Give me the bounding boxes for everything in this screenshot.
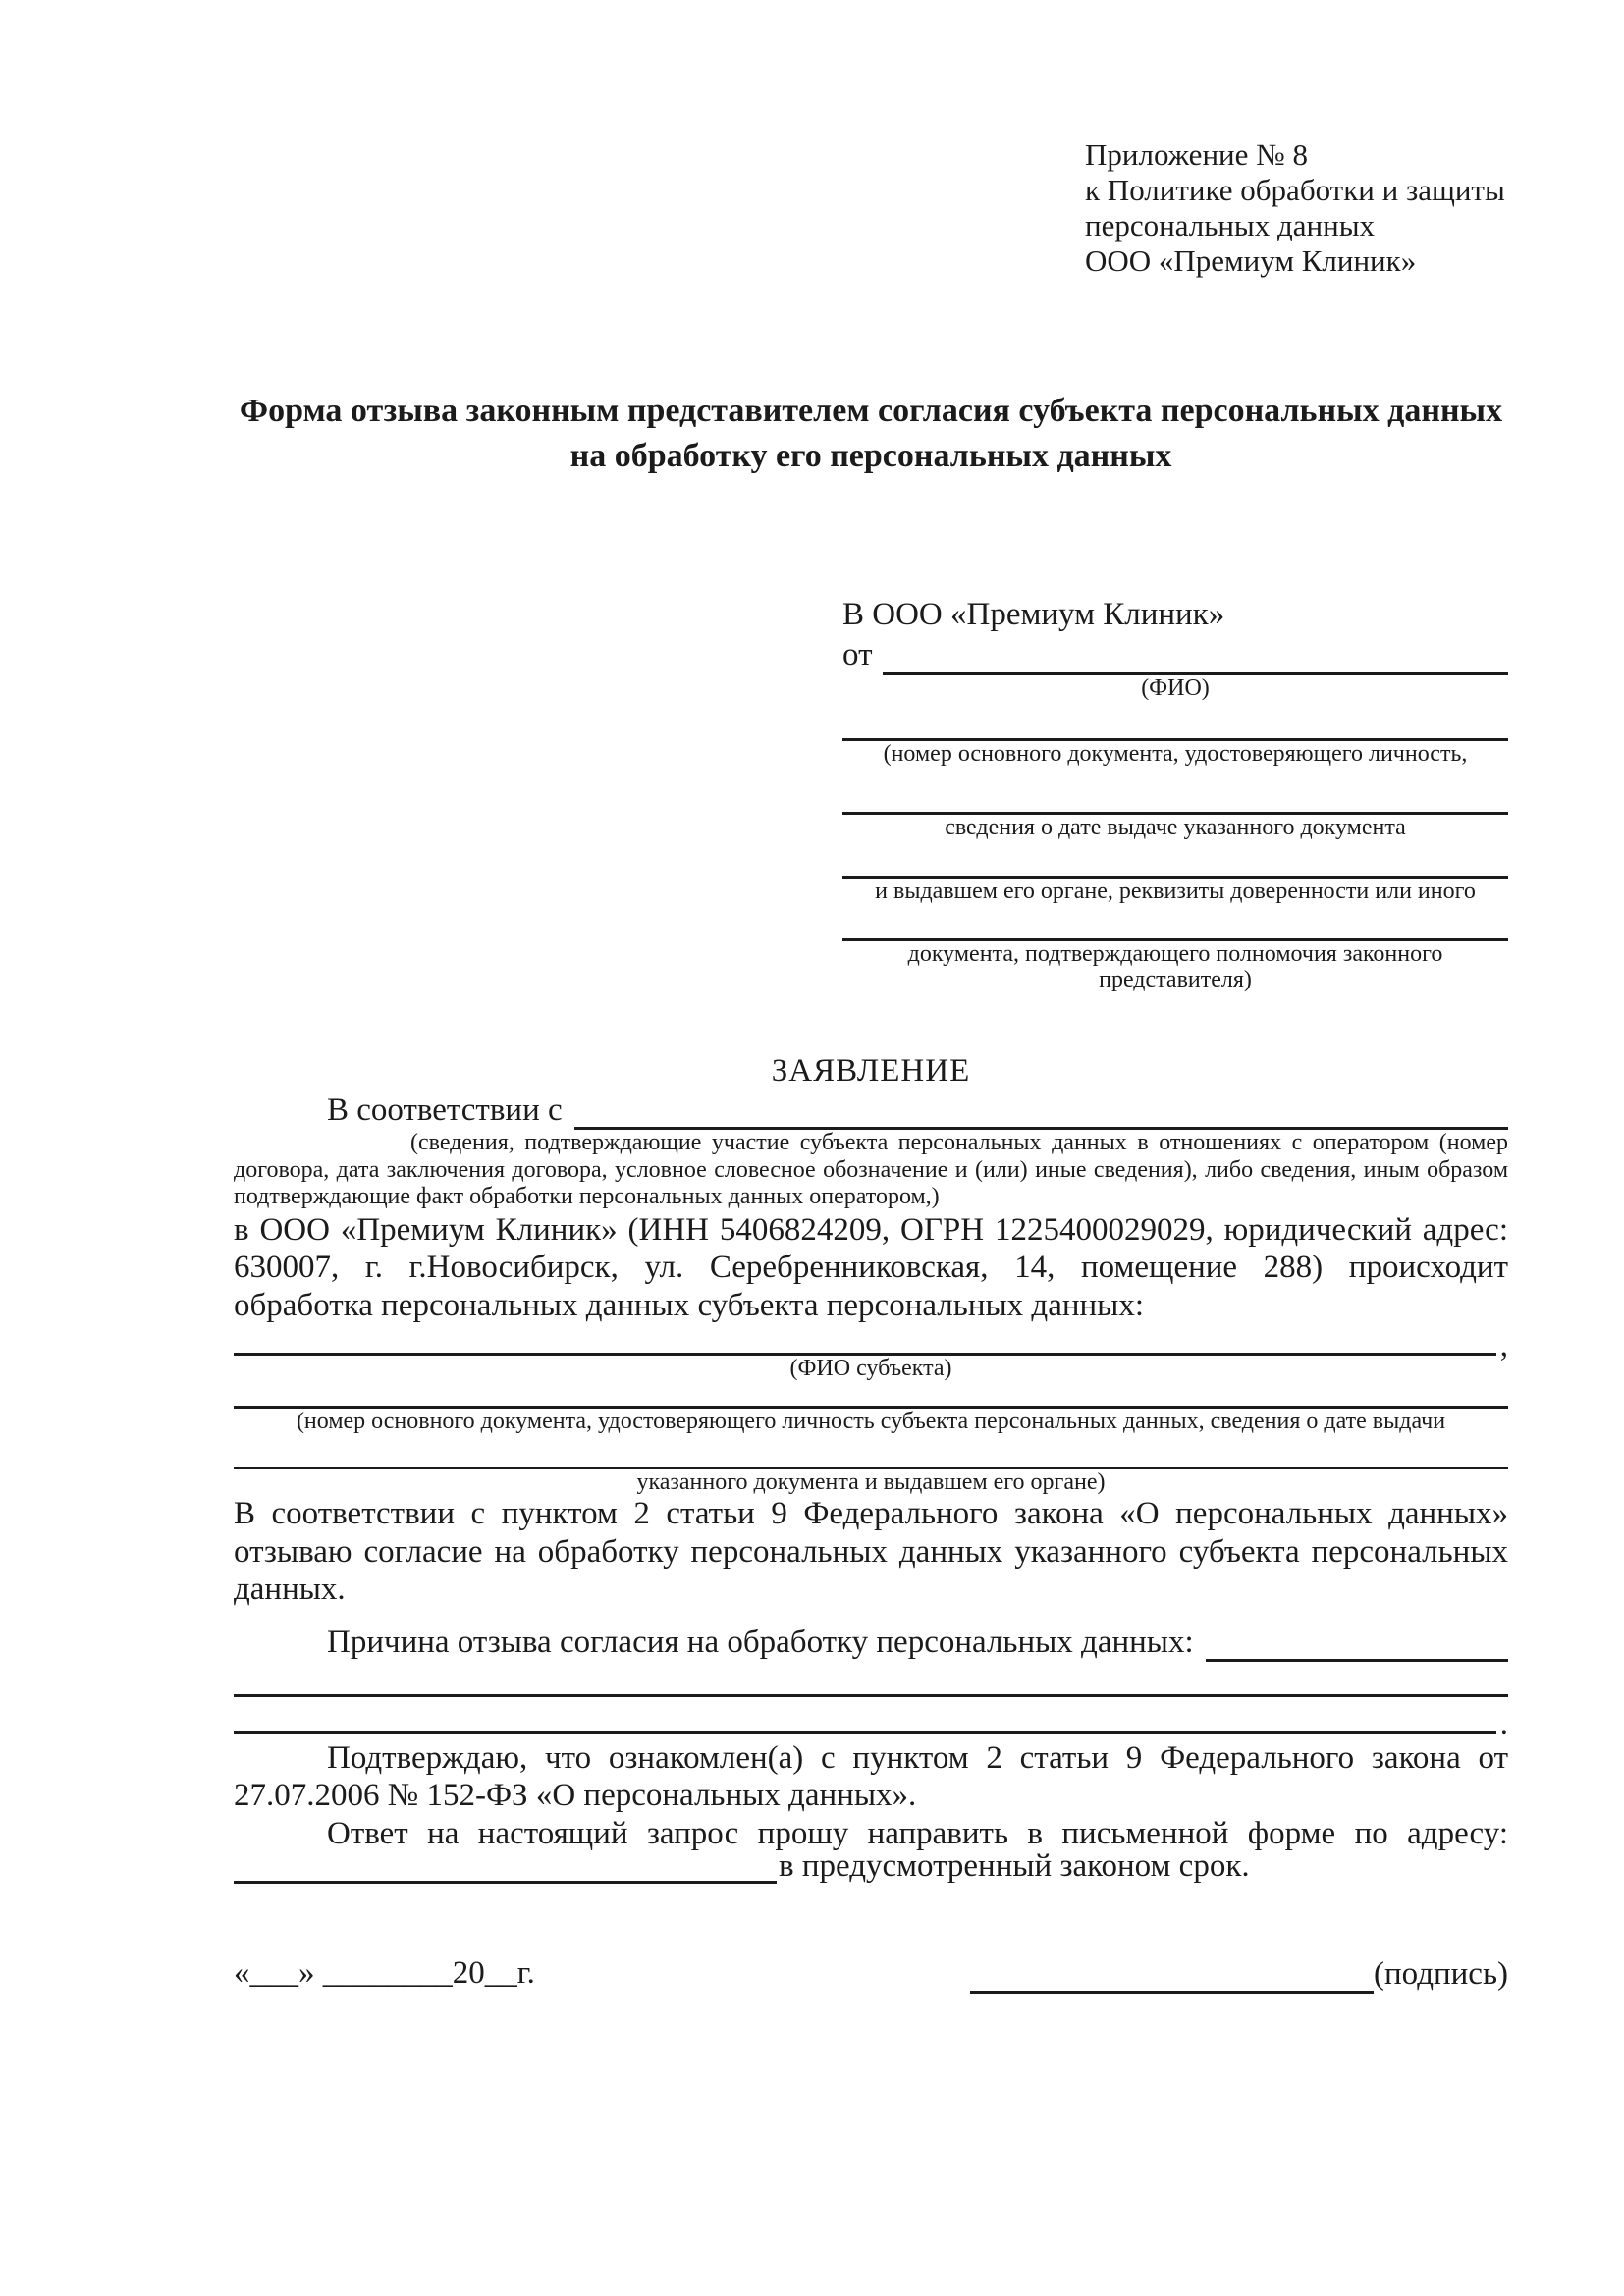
subject-doc-number-field	[234, 1381, 1508, 1409]
from-label: от	[842, 637, 873, 672]
doc-caption: и выдавшем его органе, реквизиты доверенности или иного	[875, 879, 1476, 904]
appendix-header	[1085, 137, 1508, 279]
reason-continuation-field	[234, 1662, 1508, 1697]
confirm-paragraph: Подтверждаю, что ознакомлен(а) с пунктом 2 статьи 9 Федерального закона от 27.07.2006 № 152-ФЗ «О персональных данных».	[234, 1739, 1508, 1813]
representative-doc-number-field	[842, 701, 1508, 741]
doc-caption: (номер основного документа, удостоверяющего личность,	[883, 741, 1468, 767]
representative-doc-date-field	[842, 767, 1508, 815]
document-title: Форма отзыва законным представителем согласия субъекта персональных данных на обработку его персональных данных	[239, 393, 1503, 474]
reply-tail-text: в предусмотренный законом срок.	[779, 1848, 1250, 1884]
subject-doc-caption: (номер основного документа, удостоверяющего личность субъекта персональных данных, сведения о дате выдачи	[296, 1409, 1446, 1434]
operator-paragraph: в ООО «Премиум Клиник» (ИНН 5406824209, ОГРН 1225400029029, юридический адрес: 630007, г. г.Новосибирск, ул. Серебренниковская, 14, помещение 288) происходит обработка персональных данных субъекта персональных данных:	[234, 1211, 1508, 1323]
signature-caption: (подпись)	[1374, 1956, 1508, 1992]
doc-caption: сведения о дате выдаче указанного документа	[945, 815, 1406, 840]
subject-doc-issuer-field	[234, 1434, 1508, 1469]
reason-continuation-field	[234, 1698, 1496, 1734]
representative-doc-issuer-field	[842, 840, 1508, 879]
addressee-organization: В ООО «Премиум Клиник»	[842, 597, 1225, 632]
doc-caption: документа, подтверждающего полномочия законного представителя)	[907, 941, 1443, 992]
document-content	[0, 137, 1624, 1994]
reply-paragraph: Ответ на настоящий запрос прошу направить в письменной форме по адресу:	[327, 1815, 1508, 1851]
reply-address-field	[234, 1854, 777, 1884]
fio-caption: (ФИО)	[1141, 675, 1210, 701]
representative-authority-doc-field	[842, 904, 1508, 941]
subject-name-field	[234, 1320, 1496, 1356]
reason-label: Причина отзыва согласия на обработку персональных данных:	[327, 1624, 1194, 1660]
subject-name-field-row	[234, 1324, 1508, 1363]
from-field-row	[842, 634, 1508, 675]
signature-row	[234, 1952, 1508, 1994]
reply-address-field-row	[234, 1848, 1508, 1884]
subject-doc-caption: указанного документа и выдавшем его органе)	[636, 1469, 1106, 1495]
withdraw-paragraph: В соответствии с пунктом 2 статьи 9 Федерального закона «О персональных данных» отзываю согласие на обработку персональных данных указанного субъекта персональных данных.	[234, 1496, 1508, 1607]
reason-field	[1206, 1627, 1508, 1662]
addressee-block	[842, 595, 1508, 992]
trailing-period: .	[1499, 1705, 1508, 1741]
according-field-row	[234, 1091, 1508, 1130]
appendix-header-line: Приложение № 8	[1085, 137, 1308, 172]
according-caption: (сведения, подтверждающие участие субъекта персональных данных в отношениях с оператором (номер договора, дата заключения договора, условное словесное обозначение и (или) иные сведения), либо сведения, иным образом подтверждающие факт обработки персональных данных оператором,)	[234, 1130, 1508, 1209]
signature-field-group	[970, 1954, 1508, 1994]
according-label: В соответствии с	[327, 1093, 563, 1128]
signature-field	[970, 1960, 1374, 1994]
appendix-header-line: персональных данных	[1085, 208, 1376, 242]
representative-name-field	[883, 640, 1509, 675]
statement-heading: ЗАЯВЛЕНИЕ	[771, 1053, 971, 1089]
subject-fio-caption: (ФИО субъекта)	[789, 1356, 952, 1381]
contract-details-field	[574, 1095, 1508, 1130]
appendix-header-line: к Политике обработки и защиты	[1085, 173, 1505, 207]
trailing-comma: ,	[1499, 1328, 1508, 1363]
reason-field-row	[234, 1623, 1508, 1662]
date-field: «___» ________20__г.	[234, 1955, 535, 1991]
appendix-header-line: ООО «Премиум Клиник»	[1085, 243, 1417, 278]
reason-continuation-field-row	[234, 1697, 1508, 1741]
